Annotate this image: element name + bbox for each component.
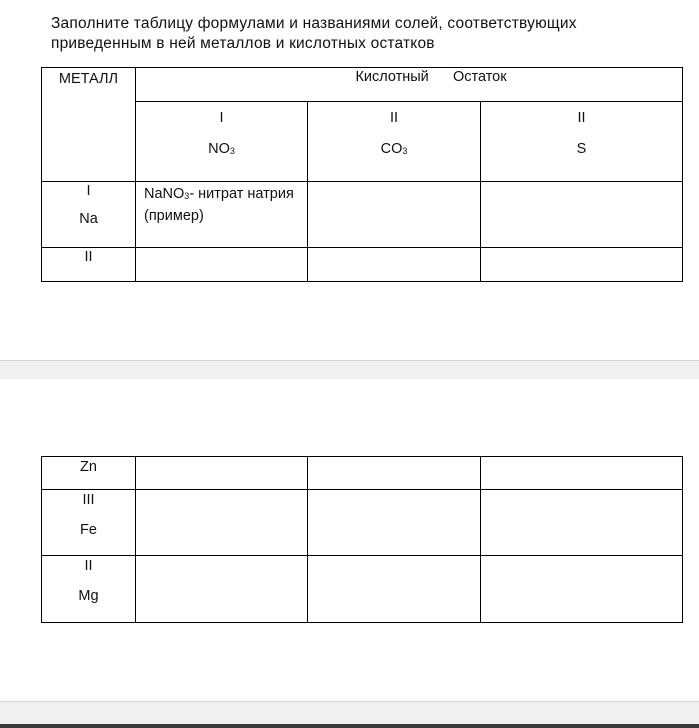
answer-cell[interactable]	[308, 457, 481, 490]
answer-cell[interactable]	[481, 182, 683, 248]
metal-symbol: Fe	[80, 522, 97, 538]
instruction-line-1: Заполните таблицу формулами и названиями солей, соответствующих	[51, 15, 577, 32]
instruction-line-2: приведенным в ней металлов и кислотных остатков	[51, 35, 435, 52]
acid-header-word-2: Остаток	[452, 69, 507, 85]
acid-valence: I	[219, 110, 224, 126]
document-page-1	[0, 0, 699, 360]
metal-header: МЕТАЛЛ	[58, 71, 119, 87]
table-row	[42, 490, 683, 556]
metal-symbol: Na	[79, 211, 98, 227]
answer-cell[interactable]	[136, 248, 308, 282]
answer-cell[interactable]	[308, 490, 481, 556]
salts-table-continued	[41, 456, 683, 623]
metal-cell-zn	[42, 457, 136, 490]
answer-cell[interactable]	[308, 248, 481, 282]
metal-valence: II	[84, 249, 93, 265]
metal-cell-mg	[42, 556, 136, 623]
acid-column-co3	[308, 102, 481, 182]
metal-valence: I	[86, 183, 91, 199]
example-cell[interactable]	[136, 182, 308, 248]
acid-formula: $CO_3$	[380, 141, 408, 157]
metal-valence: III	[82, 492, 95, 508]
bottom-scrollbar-edge	[0, 724, 699, 728]
acid-formula: $NO_3$	[208, 141, 235, 157]
answer-cell[interactable]	[481, 556, 683, 623]
acid-column-no3	[136, 102, 308, 182]
page-break	[0, 360, 699, 380]
answer-cell[interactable]	[136, 556, 308, 623]
acid-formula: S	[576, 141, 587, 157]
answer-cell[interactable]	[308, 556, 481, 623]
acid-valence: II	[389, 110, 399, 126]
metal-cell-na	[42, 182, 136, 248]
answer-cell[interactable]	[481, 490, 683, 556]
acid-header-word-1: Кислотный	[355, 69, 429, 85]
acid-valence: II	[577, 110, 586, 126]
metal-symbol: Zn	[80, 459, 97, 475]
metal-symbol: Mg	[78, 588, 99, 604]
table-row	[42, 182, 683, 248]
example-answer: NaNO$_3$- нитрат натрия (пример)	[144, 186, 294, 224]
metal-valence: II	[84, 558, 93, 574]
metal-cell	[42, 248, 136, 282]
table-row	[42, 248, 683, 282]
acid-residue-header	[136, 68, 682, 85]
table-row	[42, 457, 683, 490]
answer-cell[interactable]	[308, 182, 481, 248]
acid-header-cell	[136, 68, 683, 102]
answer-cell[interactable]	[136, 457, 308, 490]
table-row	[42, 556, 683, 623]
metal-cell-fe	[42, 490, 136, 556]
acid-column-s	[481, 102, 683, 182]
document-page-2	[0, 379, 699, 701]
salts-table	[41, 67, 683, 282]
metal-header-cell	[42, 68, 136, 182]
task-instruction	[51, 14, 671, 54]
answer-cell[interactable]	[481, 457, 683, 490]
answer-cell[interactable]	[136, 490, 308, 556]
page-break	[0, 701, 699, 725]
answer-cell[interactable]	[481, 248, 683, 282]
